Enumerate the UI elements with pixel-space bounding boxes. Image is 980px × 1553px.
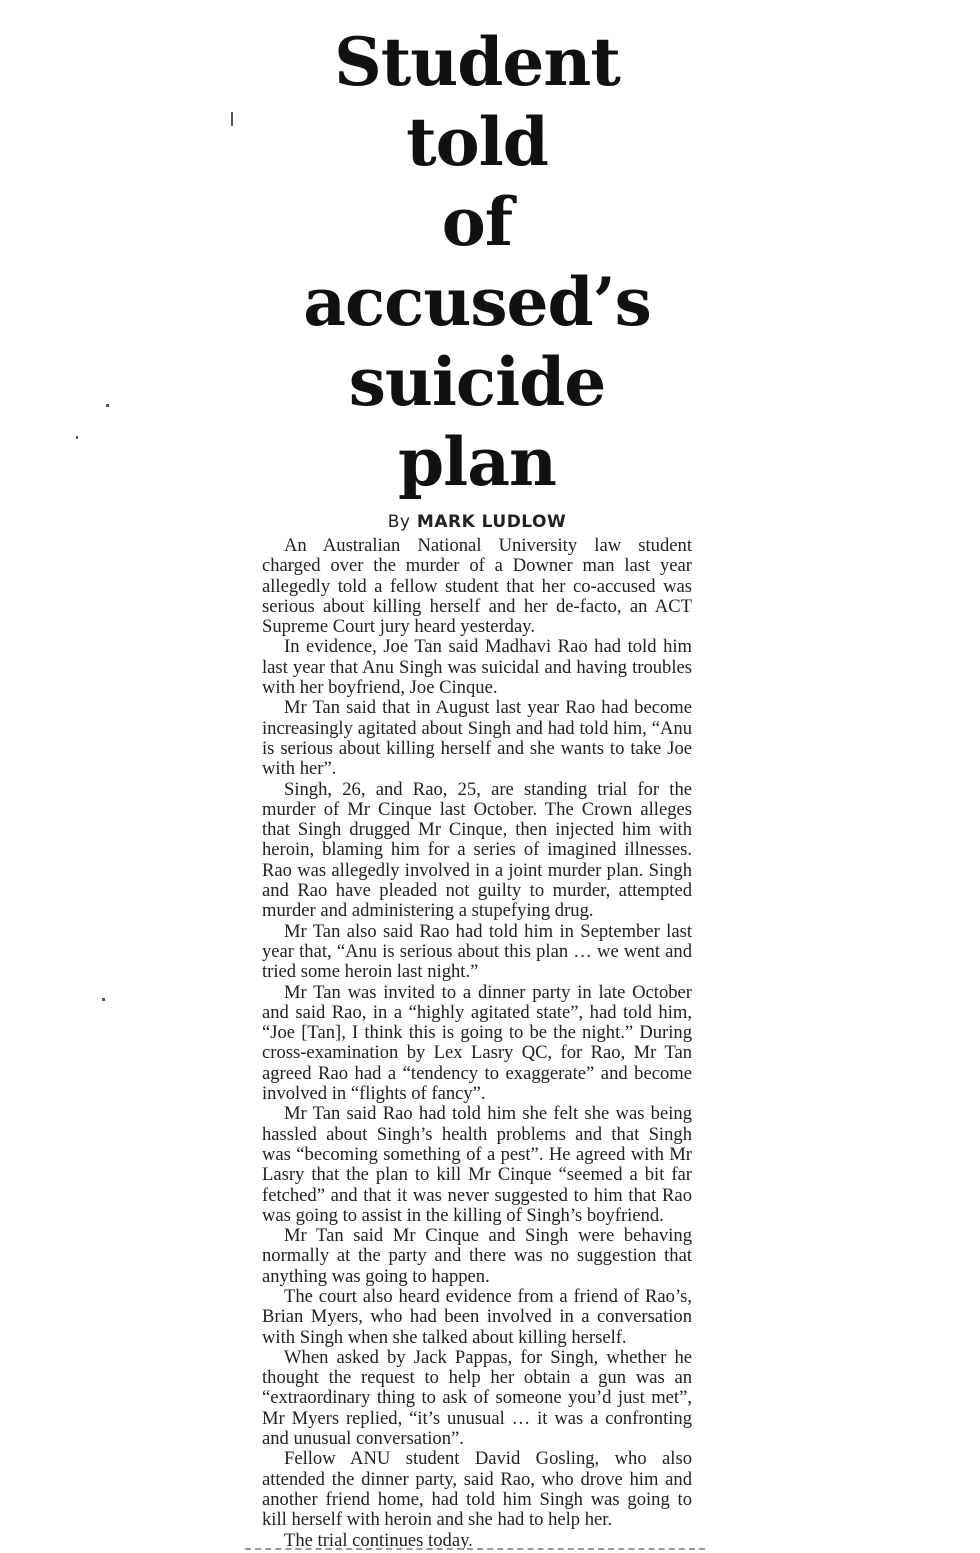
headline-line: suicide plan bbox=[348, 343, 606, 501]
article-paragraph: When asked by Jack Pappas, for Singh, whether he thought the request to help her obtain a gun was an “extraordinary thing to ask of someone you’d just met”, Mr Myers replied, “it’s unusual … it was a confronting and unusual conversation”. bbox=[262, 1346, 692, 1450]
article-paragraph: Mr Tan said Mr Cinque and Singh were behaving normally at the party and there was no suggestion that anything was going to happen. bbox=[262, 1225, 692, 1287]
article-paragraph: Mr Tan said Rao had told him she felt she was being hassled about Singh’s health problems and that Singh was “becoming something of a pest”. He agreed with Mr Lasry that the plan to kill Mr Cinque “seemed a bit far fetched” and that it was never suggested to him that Rao was going to assist in the killing of Singh’s boyfriend. bbox=[262, 1103, 692, 1226]
article-body bbox=[262, 536, 692, 1551]
article-paragraph: Mr Tan also said Rao had told him in September last year that, “Anu is serious about this plan … we went and tried some heroin last night.” bbox=[262, 920, 692, 983]
byline bbox=[262, 512, 692, 532]
headline-line: Student told bbox=[334, 23, 620, 181]
scan-edge-rule bbox=[245, 1548, 705, 1550]
headline bbox=[262, 22, 692, 502]
news-clipping bbox=[262, 22, 692, 1551]
scan-speck bbox=[76, 436, 78, 439]
article-paragraph: Singh, 26, and Rao, 25, are standing trial for the murder of Mr Cinque last October. The Crown alleges that Singh drugged Mr Cinque, then injected him with heroin, blaming him for a series of imagined illnesses. Rao was allegedly involved in a joint murder plan. Singh and Rao have pleaded not guilty to murder, attempted murder and administering a stupefying drug. bbox=[262, 778, 692, 922]
article-paragraph: Mr Tan was invited to a dinner party in late October and said Rao, in a “highly agitated state”, had told him, “Joe [Tan], I think this is going to be the night.” During cross-examination by Lex Lasry QC, for Rao, Mr Tan agreed Rao had a “tendency to exaggerate” and become involved in “flights of fancy”. bbox=[262, 981, 692, 1105]
article-paragraph: An Australian National University law student charged over the murder of a Downer man last year allegedly told a fellow student that her co-accused was serious about killing herself and her de-facto, an ACT Supreme Court jury heard yesterday. bbox=[262, 535, 692, 638]
byline-prefix: By bbox=[387, 512, 411, 532]
article-paragraph: Mr Tan said that in August last year Rao had become increasingly agitated about Singh and had told him, “Anu is serious about killing herself and she wants to take Joe with her”. bbox=[262, 697, 692, 780]
scan-speck bbox=[102, 998, 105, 1001]
article-paragraph: The court also heard evidence from a friend of Rao’s, Brian Myers, who had been involved in a conversation with Singh when she talked about killing herself. bbox=[262, 1285, 692, 1348]
byline-author: MARK LUDLOW bbox=[416, 512, 567, 532]
scan-speck bbox=[106, 404, 109, 407]
headline-line: of accused’s bbox=[303, 183, 651, 341]
article-paragraph: The trial continues today. bbox=[284, 1529, 473, 1551]
article-paragraph: Fellow ANU student David Gosling, who also attended the dinner party, said Rao, who drove him and another friend home, had told him Singh was going to kill herself with heroin and she had to help her. bbox=[262, 1448, 692, 1531]
scan-speck bbox=[231, 112, 233, 126]
article-paragraph: In evidence, Joe Tan said Madhavi Rao had told him last year that Anu Singh was suicidal and having troubles with her boyfriend, Joe Cinque. bbox=[262, 636, 692, 699]
